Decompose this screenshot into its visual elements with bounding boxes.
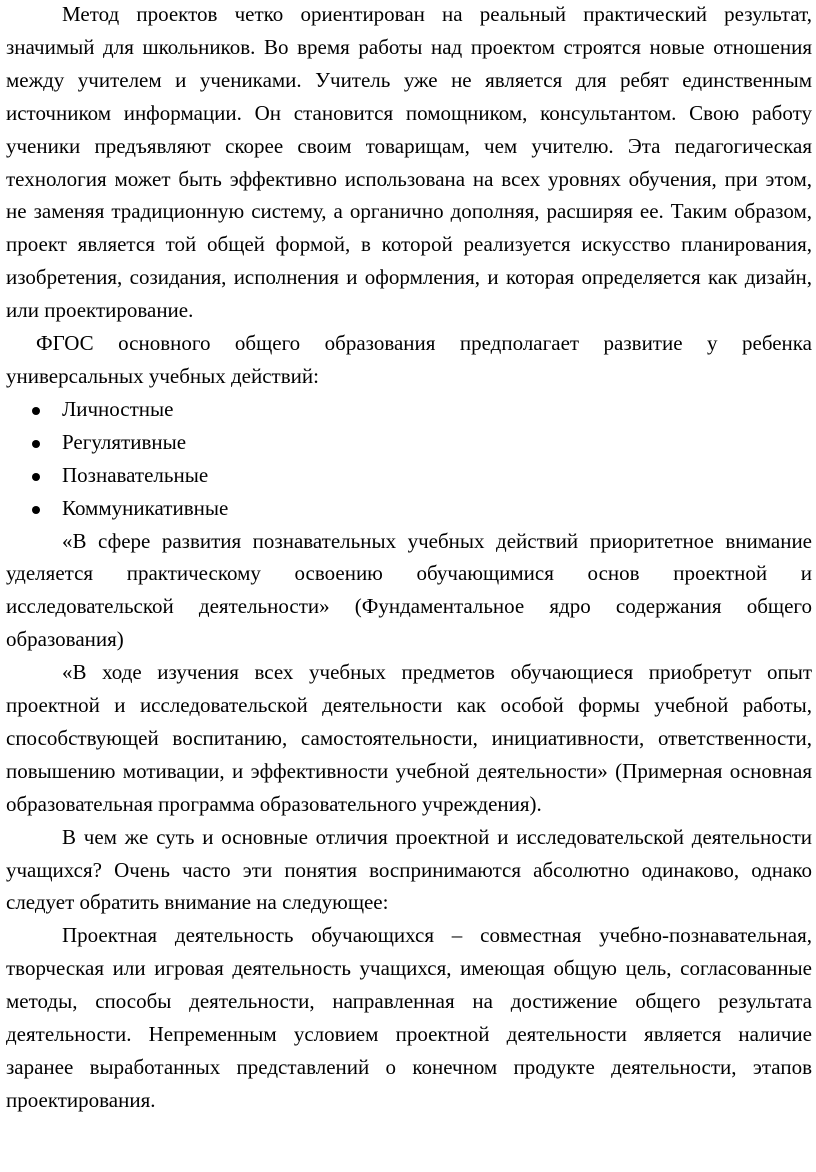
bullet-item-label: Коммуникативные (62, 495, 229, 520)
paragraph-quote-sample-program: «В ходе изучения всех учебных предметов обучающиеся приобретут опыт проектной и исследовательской деятельности как особой формы учебной работы, способствующей воспитанию, самостоятельности, инициативности, ответственности, повышению мотивации, и эффективности учебной деятельности» (Примерная основная образовательная программа образовательного учреждения). (6, 660, 812, 816)
bullet-dot-icon (32, 506, 40, 514)
bullet-item-label: Личностные (62, 396, 174, 421)
bullet-item (6, 393, 812, 426)
paragraph-fgos: ФГОС основного общего образования предполагает развитие у ребенка универсальных учебных действий: (6, 331, 812, 388)
paragraph-project-method: Метод проектов четко ориентирован на реальный практический результат, значимый для школьников. Во время работы над проектом строятся новые отношения между учителем и учениками. Учитель уже не является для ребят единственным источником информации. Он становится помощником, консультантом. Свою работу ученики предъявляют скорее своим товарищам, чем учителю. Эта педагогическая технология может быть эффективно использована на всех уровнях обучения, при этом, не заменяя традиционную систему, а органично дополняя, расширяя ее. Таким образом, проект является той общей формой, в которой реализуется искусство планирования, изобретения, созидания, исполнения и оформления, и которая определяется как дизайн, или проектирование. (6, 2, 812, 323)
bullet-dot-icon (32, 473, 40, 481)
paragraph-question-differences: В чем же суть и основные отличия проектной и исследовательской деятельности учащихся? Очень часто эти понятия воспринимаются абсолютно одинаково, однако следует обратить внимание на следующее: (6, 824, 812, 915)
bullet-dot-icon (32, 440, 40, 448)
bullet-item (6, 459, 812, 492)
bullet-list-learning-actions (6, 393, 812, 525)
bullet-item (6, 426, 812, 459)
paragraph-project-activity-definition: Проектная деятельность обучающихся – совместная учебно-познавательная, творческая или игровая деятельность учащихся, имеющая общую цель, согласованные методы, способы деятельности, направленная на достижение общего результата деятельности. Непременным условием проектной деятельности является наличие заранее выработанных представлений о конечном продукте деятельности, этапов проектирования. (6, 923, 812, 1112)
bullet-item-label: Регулятивные (62, 429, 187, 454)
bullet-item-label: Познавательные (62, 462, 209, 487)
bullet-item (6, 492, 812, 525)
bullet-dot-icon (32, 407, 40, 415)
paragraph-quote-core-content: «В сфере развития познавательных учебных действий приоритетное внимание уделяется практическому освоению обучающимися основ проектной и исследовательской деятельности» (Фундаментальное ядро содержания общего образования) (6, 528, 812, 652)
